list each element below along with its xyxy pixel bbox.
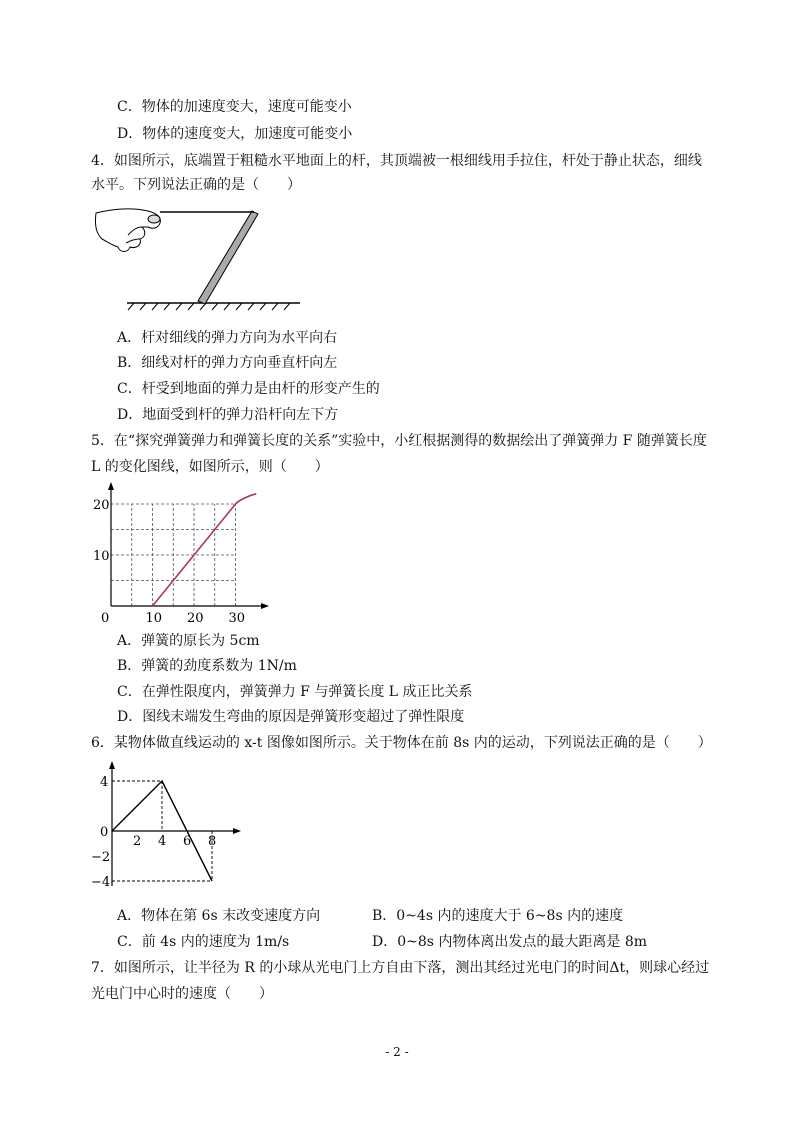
x-tick-label: 10: [145, 611, 163, 626]
q5-option-b: B．弹簧的劲度系数为 1N/m: [117, 658, 297, 674]
y-axis-arrow: [109, 761, 115, 769]
q6-stem: 6．某物体做直线运动的 x-t 图像如图所示。关于物体在前 8s 内的运动，下列说法正确的是（ ）: [91, 735, 712, 751]
q5-option-a: A．弹簧的原长为 5cm: [117, 633, 260, 649]
y-tick-label: −4: [91, 875, 111, 890]
q5-spring-chart: [90, 478, 290, 628]
q7-stem-line2: 光电门中心时的速度（ ）: [91, 986, 273, 1002]
x-tick-label: 30: [228, 611, 246, 626]
x-axis-arrow: [233, 828, 241, 834]
x-tick-label: 20: [187, 611, 204, 626]
q4-figure-hand-rod: [92, 205, 312, 315]
q4-option-a: A．杆对细线的弹力方向为水平向右: [117, 330, 338, 346]
q5-stem-line2: L 的变化图线，如图所示，则（ ）: [91, 459, 329, 475]
q5-option-d: D．图线末端发生弯曲的原因是弹簧形变超过了弹性限度: [117, 709, 465, 725]
q6-xt-chart: [88, 758, 288, 898]
q5-stem-line1: 5．在“探究弹簧弹力和弹簧长度的关系”实验中，小红根据测得的数据绘出了弹簧弹力 F 随弹簧长度: [91, 433, 707, 449]
x-tick-label: 2: [133, 834, 142, 849]
q6-option-c: C．前 4s 内的速度为 1m/s: [117, 934, 290, 950]
q5-option-c: C．在弹性限度内，弹簧弹力 F 与弹簧长度 L 成正比关系: [117, 684, 473, 700]
y-tick-label: −2: [91, 850, 111, 865]
q4-stem-line2: 水平。下列说法正确的是（ ）: [91, 177, 301, 193]
ground-hatching: [128, 303, 290, 310]
x-tick-label: 4: [158, 834, 167, 849]
y-tick-label: 0: [100, 825, 109, 840]
q7-stem-line1: 7．如图所示，让半径为 R 的小球从光电门上方自由下落，测出其经过光电门的时间Δt，则球心经过: [91, 960, 710, 976]
y-tick-label: 10: [93, 549, 110, 564]
x-tick-label: 0: [101, 611, 110, 626]
q6-option-b: B．0~4s 内的速度大于 6~8s 内的速度: [372, 908, 624, 924]
q3-option-d: D．物体的速度变大，加速度可能变小: [117, 126, 353, 142]
x-tick-label: 6: [183, 834, 192, 849]
q6-option-a: A．物体在第 6s 末改变速度方向: [117, 908, 321, 924]
y-axis-arrow: [108, 482, 114, 490]
x-tick-label: 8: [208, 834, 217, 849]
page-number: - 2 -: [385, 1045, 409, 1059]
x-axis-arrow: [261, 603, 269, 609]
q6-option-d: D．0~8s 内物体离出发点的最大距离是 8m: [372, 934, 648, 950]
rod: [198, 211, 258, 304]
q4-option-c: C．杆受到地面的弹力是由杆的形变产生的: [117, 381, 380, 397]
y-tick-label: 4: [100, 775, 109, 790]
hand-icon: [95, 209, 160, 252]
q3-option-c: C．物体的加速度变大，速度可能变小: [117, 99, 352, 115]
y-tick-label: 20: [93, 498, 110, 513]
f-l-curve: [153, 494, 257, 606]
q4-stem-line1: 4．如图所示，底端置于粗糙水平地面上的杆，其顶端被一根细线用手拉住，杆处于静止状态，细线: [91, 153, 702, 169]
q4-option-d: D．地面受到杆的弹力沿杆向左下方: [117, 407, 339, 423]
q4-option-b: B．细线对杆的弹力方向垂直杆向左: [117, 355, 338, 371]
